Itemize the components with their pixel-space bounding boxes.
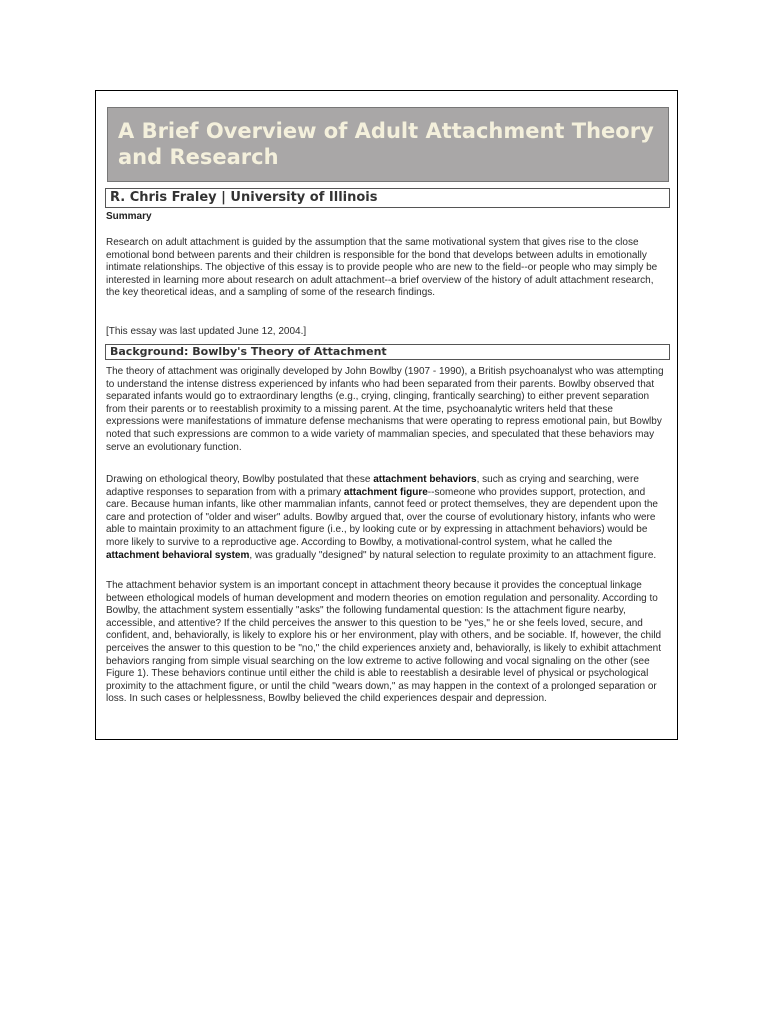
summary-paragraph: Research on adult attachment is guided by the assumption that the same motivational system that gives rise to the close emotional bond between parents and their children is responsible for the bond that develops between adults in emotionally intimate relationships. The objective of this essay is to provide people who are new to the field--or people who may simply be interested in learning more about research on adult attachment--a brief overview of the history of adult attachment research, the key theoretical ideas, and a sampling of some of the research findings. [106, 237, 658, 299]
term-attachment-behaviors: attachment behaviors [373, 474, 477, 485]
author-line: R. Chris Fraley | University of Illinois [105, 188, 670, 208]
body-paragraph-1: The theory of attachment was originally developed by John Bowlby (1907 - 1990), a British psychoanalyst who was attempting to understand the intense distress experienced by infants who had been separated from their parents. Bowlby observed that separated infants would go to extraordinary lengths (e.g., crying, clinging, frantically searching) to either prevent separation from their parents or to reestablish proximity to a missing parent. At the time, psychoanalytic writers held that these expressions were manifestations of immature defense mechanisms that were operating to repress emotional pain, but Bowlby noted that such expressions are common to a wide variety of mammalian species, and speculated that these behaviors may serve an evolutionary function. [106, 366, 664, 453]
para2-text-2: , such as crying and searching, were adaptive responses to separation from with a primary [106, 474, 639, 498]
body-paragraph-2 [106, 474, 666, 562]
body-paragraph-3: The attachment behavior system is an important concept in attachment theory because it provides the conceptual linkage between ethological models of human development and modern theories on emotion regulation and personality. According to Bowlby, the attachment system essentially "asks" the following fundamental question: Is the attachment figure nearby, accessible, and attentive? If the child perceives the answer to this question to be "yes," he or she feels loved, secure, and confident, and, behaviorally, is likely to explore his or her environment, play with others, and be sociable. If, however, the child perceives the answer to this question to be "no," the child experiences anxiety and, behaviorally, is likely to exhibit attachment behaviors ranging from simple visual searching on the low extreme to active following and vocal signaling on the other (see Figure 1). These behaviors continue until either the child is able to reestablish a desirable level of physical or psychological proximity to the attachment figure, or until the child "wears down," as may happen in the context of a prolonged separation or loss. In such cases or helplessness, Bowlby believed the child experiences despair and depression. [106, 580, 662, 705]
summary-heading: Summary [106, 211, 152, 222]
para2-text-1: Drawing on ethological theory, Bowlby postulated that these [106, 474, 374, 485]
para2-text-4: , was gradually "designed" by natural selection to regulate proximity to an attachment figure. [249, 549, 657, 561]
updated-note: [This essay was last updated June 12, 2004.] [106, 326, 307, 337]
document-title: A Brief Overview of Adult Attachment Theory and Research [118, 119, 654, 169]
para2-text-3: --someone who provides support, protection, and care. Because human infants, like other mammalian infants, cannot feed or protect themselves, they are dependent upon the care and protection of "older and wiser" adults. Bowlby argued that, over the course of evolutionary history, infants who were able to maintain proximity to an attachment figure (i.e., by looking cute or by expressing in attachment behaviors) would be more likely to survive to a reproductive age. According to Bowlby, a motivational-control system, what he called the [106, 486, 658, 548]
section-heading: Background: Bowlby's Theory of Attachment [105, 344, 670, 360]
title-banner [107, 107, 669, 182]
term-attachment-behavioral-system: attachment behavioral system [106, 549, 250, 561]
term-attachment-figure: attachment figure [343, 486, 428, 498]
document-page [95, 90, 678, 740]
